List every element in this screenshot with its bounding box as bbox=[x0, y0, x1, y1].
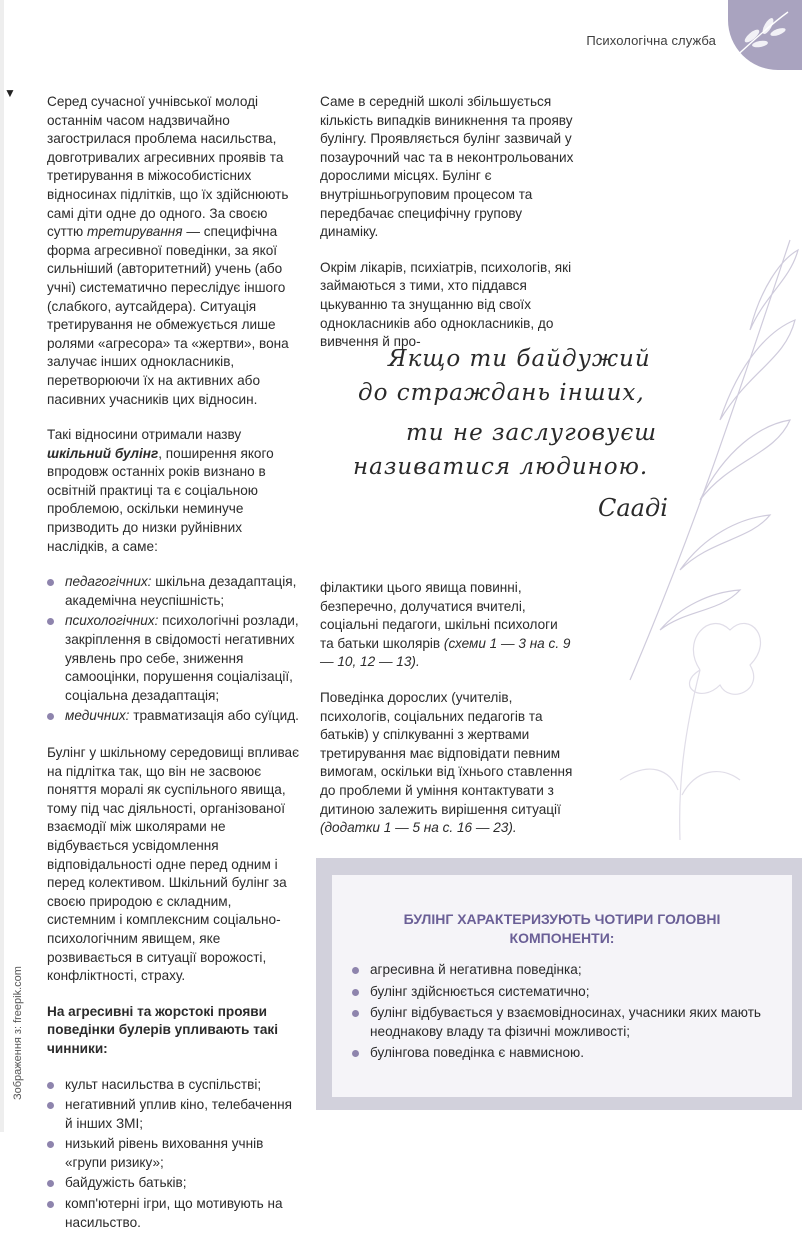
list-item: булінг здійснюється систематично; bbox=[352, 983, 772, 1002]
consequences-list bbox=[47, 573, 300, 726]
quote-line: до страждань інших, bbox=[358, 380, 645, 406]
image-credit: Зображення з: freepik.com bbox=[12, 966, 24, 1100]
factors-heading: На агресивні та жорстокі прояви поведінки булерів упливають такі чинники: bbox=[47, 1003, 278, 1056]
right-column-bottom bbox=[320, 579, 574, 855]
page-edge bbox=[0, 0, 4, 1132]
handwritten-quote bbox=[340, 340, 685, 540]
components-box-title: БУЛІНГ ХАРАКТЕРИЗУЮТЬ ЧОТИРИ ГОЛОВНІ КОМПОНЕНТИ: bbox=[403, 911, 721, 946]
list-item: булінгова поведінка є навмисною. bbox=[352, 1044, 772, 1063]
quote-line: ти не заслуговуєш bbox=[406, 420, 657, 446]
adults-behavior-paragraph: Поведінка дорослих (учителів, психологів, соціальних педагогів та батьків) у спілкуванні з жертвами третирування має відповідати певним вимогам, оскільки від їхнього ставлення до проблеми й уміння контактувати з дитиною залежить вирішення ситуації (додатки 1 — 5 на с. 16 — 23). bbox=[320, 689, 573, 836]
list-item: булінг відбувається у взаємовідносинах, учасники яких мають неоднакову владу та фізичні можливості; bbox=[352, 1004, 772, 1041]
term-treatment: третирування bbox=[87, 224, 183, 240]
intro-paragraph: Серед сучасної учнівської молоді останнім часом надзвичайно загострилася проблема насильства, довготривалих агресивних проявів та третирування в міжособистісних відносинах підлітків, що їх здійснюють самі діти одне до одного. За своєю суттю третирування — специфічна форма агресивної поведінки, за якої сильніший (авторитетний) учень (або учні) систематично переслідує іншого (слабкого, аутсайдера). Ситуація третирування не обмежується лише ролями «агресора» та «жертви», вона залучає інших однокласників, перетворюючи їх на активних або пасивних учасників цих відносин. bbox=[47, 94, 289, 407]
term-school-bullying: шкільний булінг bbox=[47, 445, 159, 461]
quote-author: Сааді bbox=[598, 494, 668, 522]
list-item: негативний уплив кіно, телебачення й інших ЗМІ; bbox=[47, 1096, 300, 1133]
section-title: Психологічна служба bbox=[586, 33, 716, 48]
list-item: психологічних: психологічні розлади, закріплення в свідомості негативних уявлень про себе, зниження самооцінки, порушення соціалізації, соціальна дезадаптація; bbox=[47, 612, 300, 705]
quote-line: називатися людиною. bbox=[353, 454, 649, 480]
list-item: байдужість батьків; bbox=[47, 1174, 300, 1193]
schemes-reference: (схеми 1 — 3 на с. 9 — 10, 12 — 13). bbox=[320, 635, 571, 670]
quote-line: Якщо ти байдужий bbox=[388, 346, 651, 372]
appendix-reference: (додатки 1 — 5 на с. 16 — 23). bbox=[320, 820, 517, 836]
floral-line-art-icon bbox=[560, 580, 800, 850]
triangle-mark-icon: ▼ bbox=[4, 86, 16, 100]
list-item: комп'ютерні ігри, що мотивують на насильство. bbox=[47, 1195, 300, 1232]
bullying-definition-paragraph: Такі відносини отримали назву шкільний булінг, поширення якого впродовж останніх років визнано в освітній практиці та є соціальною проблемою, оскільки неминуче призводить до низки руйнівних наслідків, а саме: bbox=[47, 427, 274, 554]
leaf-branch-icon bbox=[730, 6, 792, 62]
list-item: медичних: травматизація або суїцид. bbox=[47, 707, 300, 726]
factors-list bbox=[47, 1076, 300, 1233]
specialists-paragraph: Окрім лікарів, психіатрів, психологів, які займаються з тими, хто піддався цькуванню та знущанню від своїх однокласників або однокласників, до вивчення й про- bbox=[320, 259, 572, 350]
impact-paragraph: Булінг у шкільному середовищі впливає на підлітка так, що він не засвоює поняття моралі як суспільного явища, тому під час діяльності, організованої взаємодії між школярами не відбувається усвідомлення відповідальності одне перед одним і перед колективом. Шкільний булінг за своєю природою є складним, системним і комплексним соціально-психологічним явищем, яке розвивається в ситуації ворожості, конфліктності, страху. bbox=[47, 745, 300, 984]
prevention-paragraph: філактики цього явища повинні, безперечно, долучатися вчителі, соціальні педагоги, шкільні психологи та батьки школярів (схеми 1 — 3 на с. 9 — 10, 12 — 13). bbox=[320, 580, 571, 670]
components-list bbox=[352, 961, 772, 1066]
list-item: культ насильства в суспільстві; bbox=[47, 1076, 300, 1095]
left-column bbox=[47, 93, 300, 1250]
list-item: низький рівень виховання учнів «групи ризику»; bbox=[47, 1135, 300, 1172]
list-item: педагогічних: шкільна дезадаптація, академічна неуспішність; bbox=[47, 573, 300, 610]
middle-school-paragraph: Саме в середній школі збільшується кількість випадків виникнення та прояву булінгу. Проявляється булінг зазвичай у позаурочний час та в неконтрольованих дорослими місцях. Булінг є внутрішньогруповим процесом та передбачає специфічну групову динаміку. bbox=[320, 94, 574, 240]
right-column-top bbox=[320, 93, 574, 369]
list-item: агресивна й негативна поведінка; bbox=[352, 961, 772, 980]
